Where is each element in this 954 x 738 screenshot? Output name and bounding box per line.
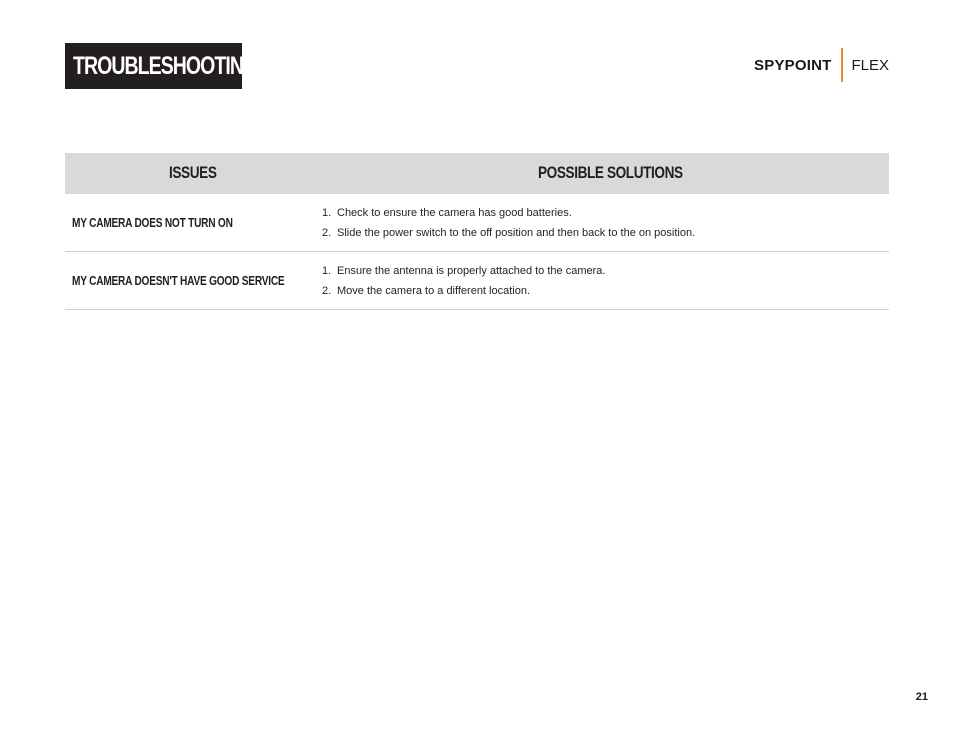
brand-logo <box>754 48 889 82</box>
issue-label: MY CAMERA DOES NOT TURN ON <box>72 215 233 230</box>
solution-item <box>322 264 605 284</box>
page-title: TROUBLESHOOTING <box>73 51 258 80</box>
table-row <box>65 252 889 310</box>
solution-text: Move the camera to a different location. <box>337 285 531 297</box>
solutions-list <box>322 264 605 304</box>
solution-item <box>322 206 695 226</box>
troubleshooting-table <box>65 153 889 310</box>
page-number: 21 <box>915 691 928 703</box>
solution-number: 1. <box>322 207 332 219</box>
solution-number: 1. <box>322 265 332 277</box>
solution-item <box>322 284 605 304</box>
solution-item <box>322 226 695 246</box>
solution-number: 2. <box>322 227 332 239</box>
solution-number: 2. <box>322 285 332 297</box>
brand-model: FLEX <box>851 56 889 74</box>
column-header-issues: ISSUES <box>169 163 217 182</box>
brand-name: SPYPOINT <box>754 56 832 74</box>
table-row <box>65 194 889 252</box>
solutions-list <box>322 206 695 246</box>
solution-text: Slide the power switch to the off position and then back to the on position. <box>337 227 696 239</box>
solution-text: Ensure the antenna is properly attached to the camera. <box>337 265 606 277</box>
table-header <box>65 153 889 194</box>
column-header-solutions: POSSIBLE SOLUTIONS <box>538 163 683 182</box>
issue-label: MY CAMERA DOESN'T HAVE GOOD SERVICE <box>72 273 285 288</box>
page-title-block <box>65 43 258 89</box>
solution-text: Check to ensure the camera has good batteries. <box>337 207 572 219</box>
brand-divider <box>841 48 843 82</box>
